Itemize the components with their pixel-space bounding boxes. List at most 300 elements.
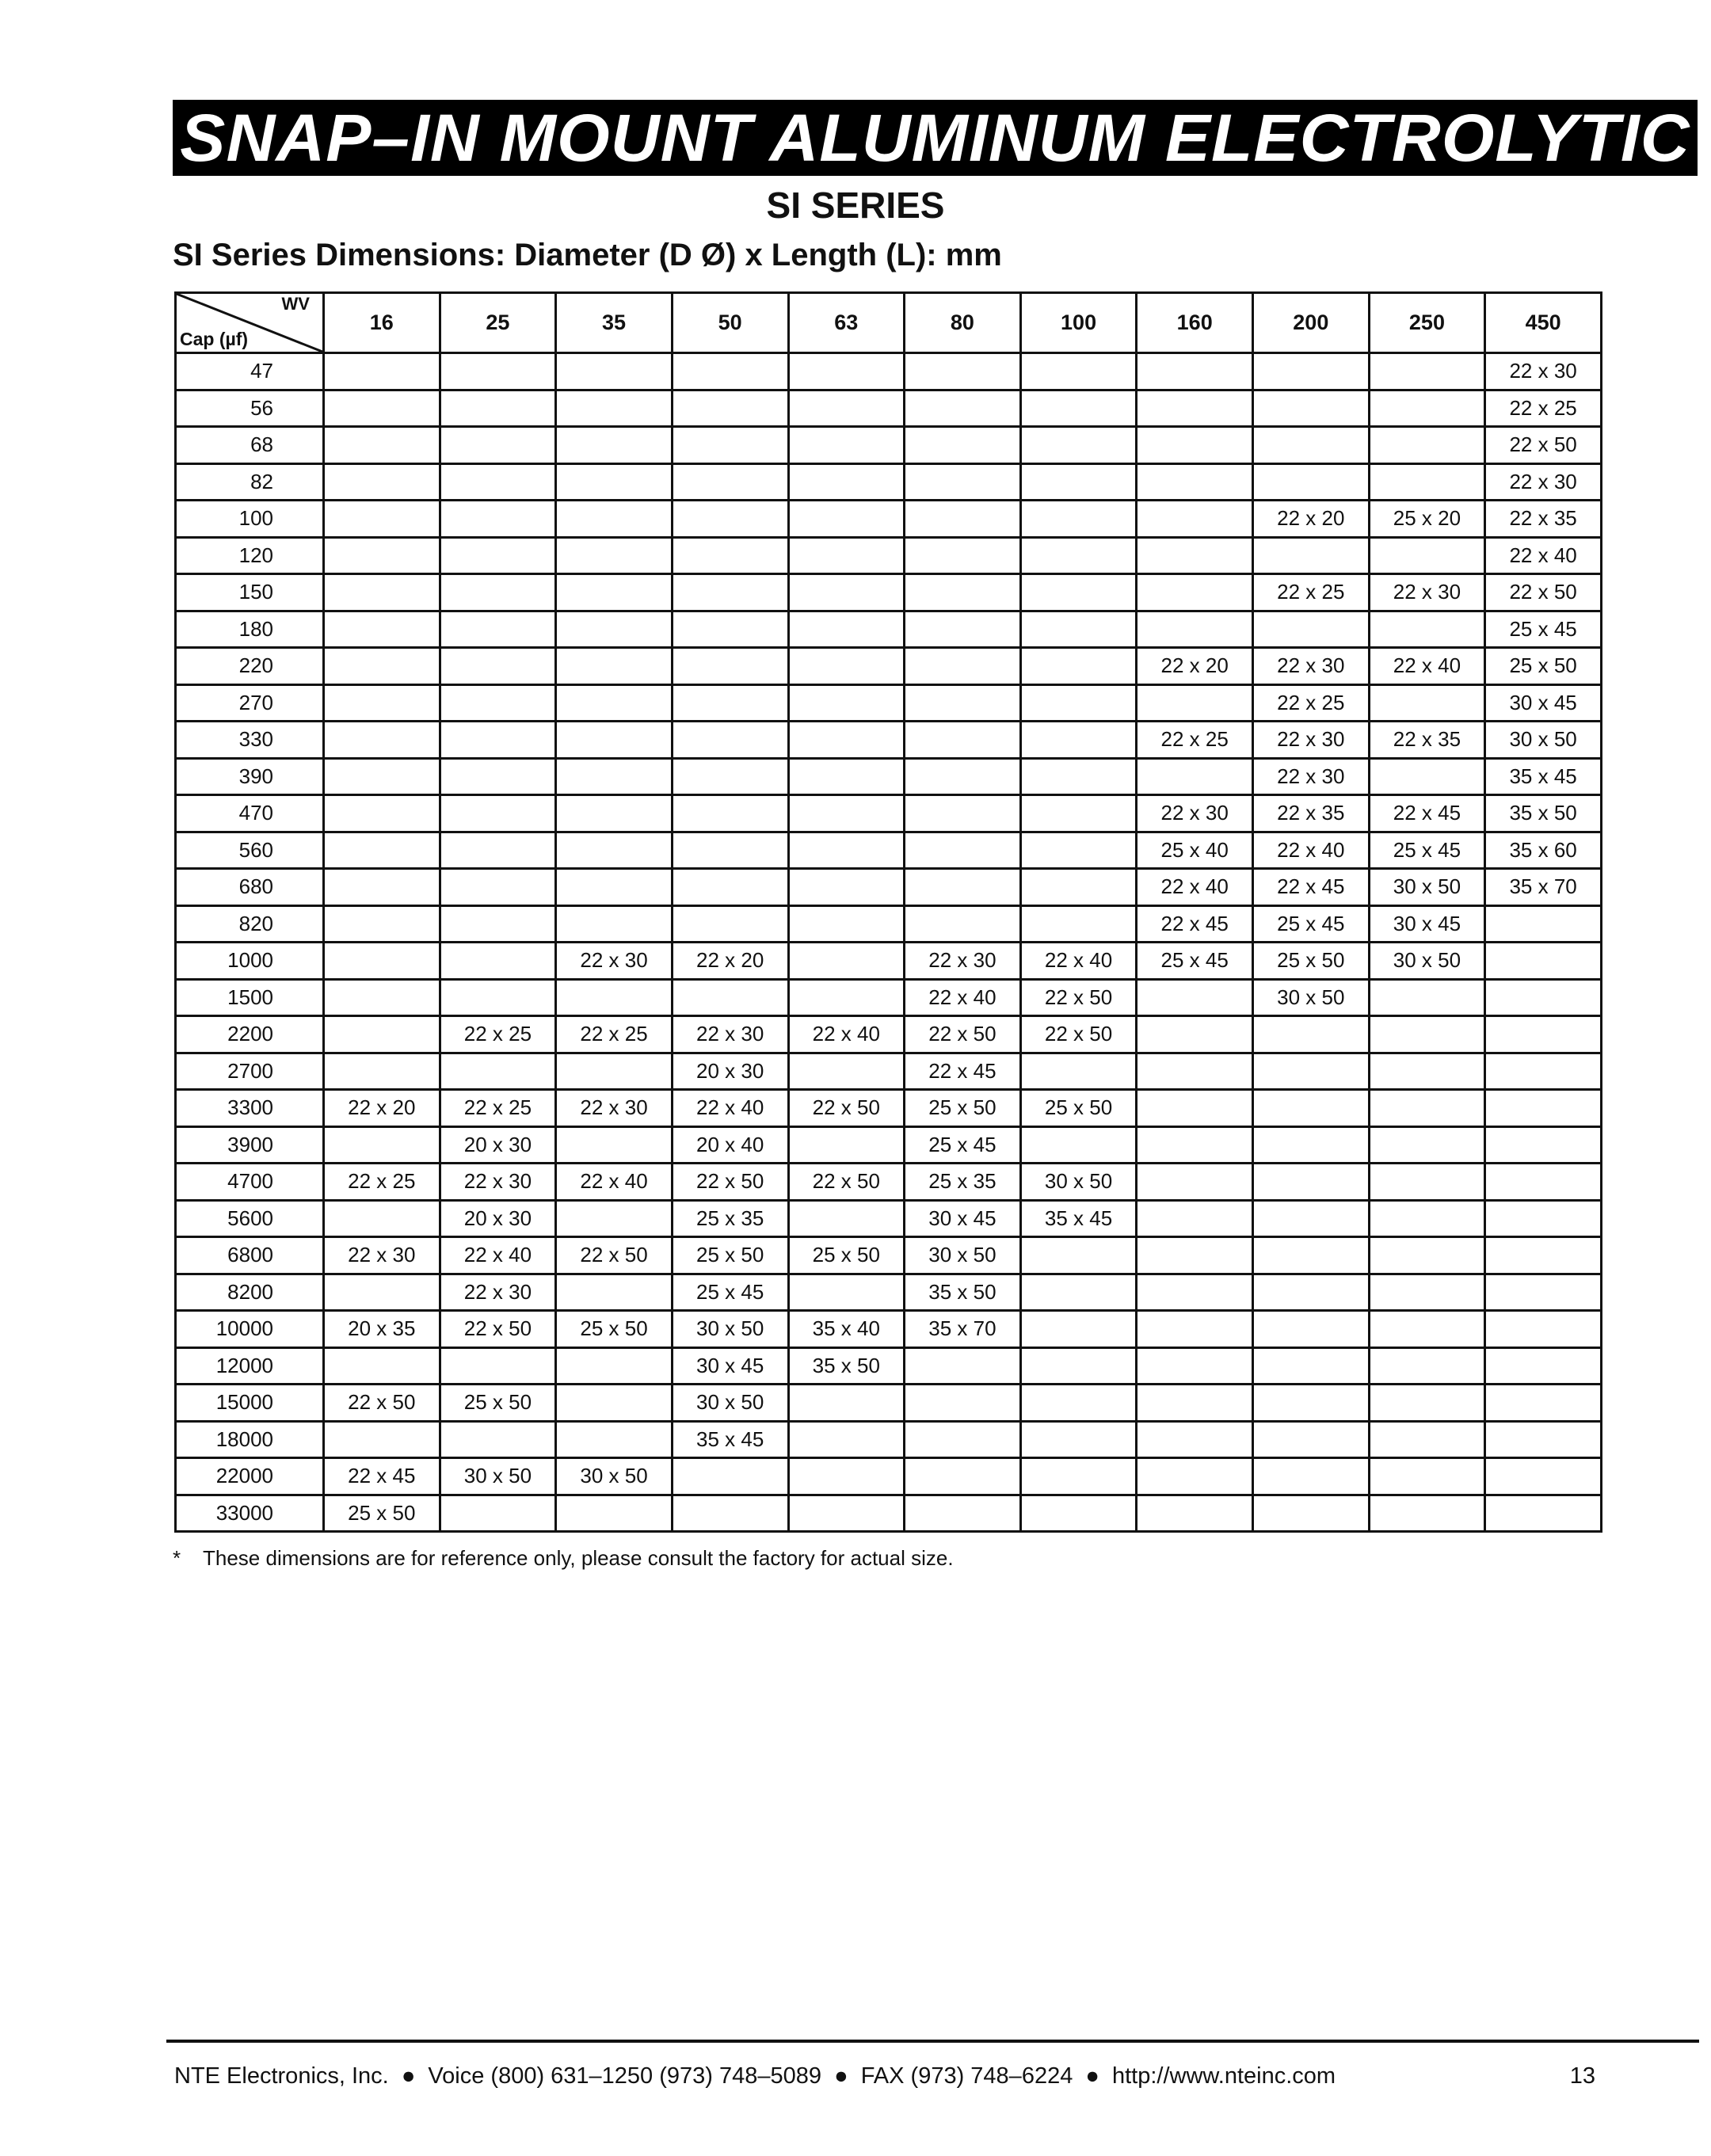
- dimension-cell: [788, 722, 905, 759]
- capacitance-cell: 82: [176, 463, 324, 501]
- dimension-cell: 22 x 30: [324, 1237, 440, 1274]
- table-row: [176, 1385, 1602, 1422]
- dimension-cell: 22 x 30: [556, 943, 673, 980]
- bullet-icon: ●: [834, 2063, 848, 2089]
- banner-title: SNAP–IN MOUNT ALUMINUM ELECTROLYTIC: [180, 100, 1690, 175]
- capacitance-cell: 4700: [176, 1164, 324, 1201]
- dimension-cell: [1020, 1347, 1137, 1385]
- capacitance-cell: 390: [176, 758, 324, 795]
- dimension-cell: [1020, 648, 1137, 685]
- dimension-cell: 22 x 45: [324, 1458, 440, 1495]
- dimension-cell: [1137, 979, 1253, 1016]
- dimension-cell: [556, 832, 673, 869]
- footer-divider: [166, 2040, 1699, 2043]
- dimension-cell: [1020, 832, 1137, 869]
- column-header-wv: 25: [440, 293, 556, 353]
- dimension-cell: [905, 795, 1021, 832]
- dimension-cell: 22 x 40: [1020, 943, 1137, 980]
- dimension-cell: 30 x 50: [1253, 979, 1370, 1016]
- dimension-cell: [440, 427, 556, 464]
- dimension-cell: [788, 427, 905, 464]
- dimension-cell: [1137, 1164, 1253, 1201]
- dimension-cell: [1253, 1495, 1370, 1532]
- capacitance-cell: 10000: [176, 1311, 324, 1348]
- dimension-cell: [1253, 1126, 1370, 1164]
- table-row: [176, 463, 1602, 501]
- dimension-cell: [556, 979, 673, 1016]
- table-row: [176, 905, 1602, 943]
- dimension-cell: [672, 722, 788, 759]
- dimension-cell: [324, 1016, 440, 1053]
- table-row: [176, 1237, 1602, 1274]
- dimension-cell: [1369, 1164, 1485, 1201]
- table-row: [176, 1164, 1602, 1201]
- dimension-cell: [672, 463, 788, 501]
- dimension-cell: [1253, 1200, 1370, 1237]
- dimension-cell: [324, 463, 440, 501]
- dimension-cell: [324, 1126, 440, 1164]
- dimension-cell: [1369, 758, 1485, 795]
- dimension-cell: [440, 537, 556, 574]
- dimension-cell: [324, 684, 440, 722]
- dimension-cell: [1020, 1458, 1137, 1495]
- dimension-cell: 22 x 50: [672, 1164, 788, 1201]
- dimension-cell: 20 x 30: [440, 1200, 556, 1237]
- dimension-cell: [905, 537, 1021, 574]
- dimension-cell: [324, 979, 440, 1016]
- dimension-cell: 35 x 70: [1485, 869, 1602, 906]
- dimension-cell: 30 x 45: [672, 1347, 788, 1385]
- dimension-cell: [1137, 1200, 1253, 1237]
- dimension-cell: 22 x 30: [1253, 648, 1370, 685]
- capacitance-cell: 8200: [176, 1274, 324, 1311]
- dimension-cell: [556, 463, 673, 501]
- dimension-cell: [788, 1053, 905, 1090]
- dimension-cell: 30 x 45: [1485, 684, 1602, 722]
- dimension-cell: [1020, 353, 1137, 390]
- dimension-cell: [1020, 1274, 1137, 1311]
- dimension-cell: [556, 501, 673, 538]
- dimension-cell: 25 x 50: [788, 1237, 905, 1274]
- dimension-cell: [1020, 427, 1137, 464]
- dimension-cell: 25 x 45: [1137, 943, 1253, 980]
- capacitance-cell: 100: [176, 501, 324, 538]
- dimension-cell: [556, 1495, 673, 1532]
- table-row: [176, 501, 1602, 538]
- dimension-cell: [1369, 979, 1485, 1016]
- dimension-cell: [440, 463, 556, 501]
- dimension-cell: [1369, 353, 1485, 390]
- dimension-cell: 22 x 40: [1137, 869, 1253, 906]
- dimension-cell: 35 x 45: [1020, 1200, 1137, 1237]
- dimension-cell: [788, 758, 905, 795]
- dimension-cell: [1137, 611, 1253, 648]
- dimension-cell: [1253, 463, 1370, 501]
- dimension-cell: [324, 1274, 440, 1311]
- dimension-cell: [324, 832, 440, 869]
- capacitance-cell: 15000: [176, 1385, 324, 1422]
- dimension-cell: [672, 905, 788, 943]
- dimension-cell: [1137, 463, 1253, 501]
- dimension-cell: 22 x 40: [788, 1016, 905, 1053]
- dimension-cell: 22 x 40: [440, 1237, 556, 1274]
- dimension-cell: [1369, 1200, 1485, 1237]
- dimension-cell: [1137, 1495, 1253, 1532]
- dimension-cell: 22 x 30: [672, 1016, 788, 1053]
- footer-contact: [174, 2063, 1600, 2089]
- dimension-cell: [788, 943, 905, 980]
- dimension-cell: [1137, 1458, 1253, 1495]
- dimension-cell: [1485, 1458, 1602, 1495]
- dimension-cell: [788, 574, 905, 611]
- dimension-cell: [788, 1126, 905, 1164]
- column-header-wv: 35: [556, 293, 673, 353]
- dimension-cell: 30 x 50: [440, 1458, 556, 1495]
- dimension-cell: 25 x 35: [905, 1164, 1021, 1201]
- capacitance-cell: 330: [176, 722, 324, 759]
- dimension-cell: 22 x 40: [1253, 832, 1370, 869]
- dimension-cell: [324, 390, 440, 427]
- footer-url-link[interactable]: http://www.nteinc.com: [1112, 2063, 1336, 2089]
- dimension-cell: [1137, 390, 1253, 427]
- dimension-cell: [440, 905, 556, 943]
- dimension-cell: [788, 501, 905, 538]
- dimension-cell: 22 x 45: [1369, 795, 1485, 832]
- dimension-cell: 25 x 45: [1253, 905, 1370, 943]
- column-header-wv: 160: [1137, 293, 1253, 353]
- column-header-wv: 100: [1020, 293, 1137, 353]
- dimension-cell: [324, 1347, 440, 1385]
- dimension-cell: 22 x 35: [1369, 722, 1485, 759]
- dimension-cell: 35 x 50: [788, 1347, 905, 1385]
- dimension-cell: [556, 869, 673, 906]
- capacitance-cell: 470: [176, 795, 324, 832]
- dimension-cell: [1485, 1311, 1602, 1348]
- dimension-cell: [1485, 1421, 1602, 1458]
- dimension-cell: 25 x 50: [905, 1090, 1021, 1127]
- dimension-cell: 22 x 25: [1485, 390, 1602, 427]
- dimension-cell: [1137, 1347, 1253, 1385]
- dimension-cell: [1485, 905, 1602, 943]
- dimension-cell: [556, 353, 673, 390]
- dimension-cell: [440, 722, 556, 759]
- dimension-cell: [905, 427, 1021, 464]
- capacitance-cell: 150: [176, 574, 324, 611]
- column-header-wv: 450: [1485, 293, 1602, 353]
- table-row: [176, 1200, 1602, 1237]
- dimension-cell: [1485, 943, 1602, 980]
- dimension-cell: [672, 501, 788, 538]
- table-row: [176, 1421, 1602, 1458]
- dimension-cell: [1020, 501, 1137, 538]
- dimension-cell: [440, 611, 556, 648]
- dimension-cell: 22 x 50: [1485, 574, 1602, 611]
- dimension-cell: [1137, 427, 1253, 464]
- dimension-cell: 35 x 45: [1485, 758, 1602, 795]
- dimension-cell: [556, 427, 673, 464]
- dimension-cell: 22 x 30: [556, 1090, 673, 1127]
- dimension-cell: [905, 1347, 1021, 1385]
- dimension-cell: [440, 353, 556, 390]
- dimension-cell: [1369, 1053, 1485, 1090]
- dimension-cell: 35 x 50: [905, 1274, 1021, 1311]
- dimension-cell: [556, 722, 673, 759]
- dimension-cell: [1253, 611, 1370, 648]
- dimension-cell: 30 x 50: [905, 1237, 1021, 1274]
- dimension-cell: [1137, 353, 1253, 390]
- corner-cap-label: Cap (µf): [180, 329, 249, 349]
- dimension-cell: [324, 1053, 440, 1090]
- dimension-cell: [1485, 1126, 1602, 1164]
- footer-voice: Voice (800) 631–1250 (973) 748–5089: [428, 2063, 822, 2089]
- dimension-cell: [324, 648, 440, 685]
- dimension-cell: 22 x 50: [788, 1164, 905, 1201]
- dimension-cell: 35 x 50: [1485, 795, 1602, 832]
- dimension-cell: [1253, 1421, 1370, 1458]
- dimension-cell: 35 x 70: [905, 1311, 1021, 1348]
- dimension-cell: [672, 979, 788, 1016]
- dimension-cell: [1137, 1311, 1253, 1348]
- capacitance-cell: 1000: [176, 943, 324, 980]
- dimension-cell: [788, 1200, 905, 1237]
- dimension-cell: 20 x 30: [672, 1053, 788, 1090]
- dimension-cell: [1253, 1237, 1370, 1274]
- dimension-cell: 30 x 50: [556, 1458, 673, 1495]
- dimension-cell: [1369, 1495, 1485, 1532]
- dimension-cell: [440, 1421, 556, 1458]
- capacitance-cell: 3900: [176, 1126, 324, 1164]
- capacitance-cell: 47: [176, 353, 324, 390]
- dimension-cell: [1253, 353, 1370, 390]
- dimension-cell: 22 x 20: [1137, 648, 1253, 685]
- dimension-cell: 22 x 30: [1253, 722, 1370, 759]
- dimension-cell: [1137, 537, 1253, 574]
- dimension-cell: [1253, 1274, 1370, 1311]
- dimension-cell: 35 x 40: [788, 1311, 905, 1348]
- dimension-cell: 25 x 50: [1485, 648, 1602, 685]
- capacitance-cell: 68: [176, 427, 324, 464]
- dimension-cell: [556, 390, 673, 427]
- dimension-cell: 30 x 50: [1369, 943, 1485, 980]
- capacitance-cell: 6800: [176, 1237, 324, 1274]
- dimension-cell: [1369, 390, 1485, 427]
- capacitance-cell: 33000: [176, 1495, 324, 1532]
- dimension-cell: [1020, 574, 1137, 611]
- dimension-cell: [556, 648, 673, 685]
- dimension-cell: 25 x 35: [672, 1200, 788, 1237]
- dimension-cell: [1485, 979, 1602, 1016]
- dimension-cell: [440, 832, 556, 869]
- dimension-cell: [905, 611, 1021, 648]
- dimension-cell: [672, 832, 788, 869]
- dimension-cell: [788, 611, 905, 648]
- dimension-cell: 22 x 45: [1253, 869, 1370, 906]
- dimension-cell: [556, 1274, 673, 1311]
- dimension-cell: [1020, 684, 1137, 722]
- dimension-cell: [440, 943, 556, 980]
- dimension-cell: [324, 501, 440, 538]
- dimension-cell: [672, 758, 788, 795]
- dimension-cell: 25 x 45: [905, 1126, 1021, 1164]
- dimension-cell: 25 x 50: [556, 1311, 673, 1348]
- dimension-cell: 22 x 30: [1137, 795, 1253, 832]
- dimension-cell: 25 x 45: [1369, 832, 1485, 869]
- dimension-cell: [905, 353, 1021, 390]
- dimension-cell: [788, 1458, 905, 1495]
- page-number: 13: [1569, 2063, 1595, 2089]
- footer-fax: FAX (973) 748–6224: [860, 2063, 1073, 2089]
- table-row: [176, 795, 1602, 832]
- dimension-cell: [440, 390, 556, 427]
- dimension-cell: [672, 390, 788, 427]
- dimension-cell: [1137, 1385, 1253, 1422]
- dimension-cell: 22 x 40: [556, 1164, 673, 1201]
- dimension-cell: 22 x 50: [556, 1237, 673, 1274]
- dimension-cell: [1137, 1274, 1253, 1311]
- dimension-cell: [324, 722, 440, 759]
- dimension-cell: [788, 353, 905, 390]
- capacitance-cell: 180: [176, 611, 324, 648]
- capacitance-cell: 18000: [176, 1421, 324, 1458]
- table-row: [176, 1495, 1602, 1532]
- dimension-cell: [324, 537, 440, 574]
- table-row: [176, 1016, 1602, 1053]
- dimension-cell: [1137, 1016, 1253, 1053]
- dimension-cell: [556, 1421, 673, 1458]
- footnote-text: These dimensions are for reference only, please consult the factory for actual size.: [203, 1546, 954, 1570]
- dimension-cell: [1485, 1090, 1602, 1127]
- table-row: [176, 832, 1602, 869]
- dimension-cell: [1253, 1090, 1370, 1127]
- dimensions-subtitle: SI Series Dimensions: Diameter (D Ø) x Length (L): mm: [173, 238, 1002, 272]
- dimension-cell: [788, 1421, 905, 1458]
- dimension-cell: [1020, 1053, 1137, 1090]
- dimension-cell: [788, 979, 905, 1016]
- dimension-cell: [905, 1495, 1021, 1532]
- dimension-cell: [440, 1495, 556, 1532]
- dimension-cell: [440, 795, 556, 832]
- capacitance-cell: 5600: [176, 1200, 324, 1237]
- capacitance-cell: 680: [176, 869, 324, 906]
- dimension-cell: [1369, 1458, 1485, 1495]
- dimension-cell: 22 x 50: [1020, 1016, 1137, 1053]
- dimension-cell: 30 x 50: [1020, 1164, 1137, 1201]
- dimension-cell: [556, 758, 673, 795]
- dimension-cell: [672, 1458, 788, 1495]
- dimension-cell: 22 x 50: [440, 1311, 556, 1348]
- table-row: [176, 390, 1602, 427]
- dimension-cell: [1020, 390, 1137, 427]
- footnote-marker: *: [173, 1546, 181, 1570]
- dimension-cell: [788, 1385, 905, 1422]
- dimension-cell: [1020, 1311, 1137, 1348]
- dimension-cell: 22 x 35: [1253, 795, 1370, 832]
- dimension-cell: [905, 390, 1021, 427]
- capacitance-cell: 56: [176, 390, 324, 427]
- dimension-cell: 22 x 25: [440, 1090, 556, 1127]
- dimension-cell: [1020, 537, 1137, 574]
- dimension-cell: 22 x 30: [1485, 353, 1602, 390]
- dimension-cell: 30 x 45: [1369, 905, 1485, 943]
- dimension-cell: [324, 1200, 440, 1237]
- corner-wv-label: WV: [281, 294, 310, 314]
- dimension-cell: 35 x 45: [672, 1421, 788, 1458]
- dimension-cell: [788, 869, 905, 906]
- dimension-cell: [905, 1421, 1021, 1458]
- dimension-cell: 25 x 20: [1369, 501, 1485, 538]
- dimension-cell: [1485, 1053, 1602, 1090]
- dimension-cell: [1137, 684, 1253, 722]
- dimension-cell: [1485, 1274, 1602, 1311]
- dimension-cell: 22 x 40: [905, 979, 1021, 1016]
- capacitance-cell: 220: [176, 648, 324, 685]
- dimension-cell: [905, 832, 1021, 869]
- dimension-cell: [1020, 1421, 1137, 1458]
- dimension-cell: [1020, 1385, 1137, 1422]
- dimension-cell: [1369, 1237, 1485, 1274]
- dimension-cell: 30 x 50: [1485, 722, 1602, 759]
- table-row: [176, 1458, 1602, 1495]
- series-title: SI SERIES: [766, 185, 945, 226]
- dimension-cell: 22 x 30: [905, 943, 1021, 980]
- dimension-cell: [440, 1053, 556, 1090]
- dimension-cell: [1020, 758, 1137, 795]
- table-row: [176, 537, 1602, 574]
- dimension-cell: [324, 758, 440, 795]
- dimension-cell: [1020, 905, 1137, 943]
- dimension-cell: 25 x 50: [440, 1385, 556, 1422]
- dimension-cell: [556, 574, 673, 611]
- capacitance-cell: 120: [176, 537, 324, 574]
- dimension-cell: [1369, 537, 1485, 574]
- dimension-cell: [672, 574, 788, 611]
- dimension-cell: [556, 1385, 673, 1422]
- dimension-cell: [1253, 1347, 1370, 1385]
- dimension-cell: [905, 684, 1021, 722]
- dimension-cell: [905, 648, 1021, 685]
- dimension-cell: [672, 611, 788, 648]
- dimension-cell: [1020, 1126, 1137, 1164]
- capacitance-cell: 1500: [176, 979, 324, 1016]
- dimension-cell: [1020, 795, 1137, 832]
- dimension-cell: 30 x 45: [905, 1200, 1021, 1237]
- dimension-cell: 22 x 50: [1485, 427, 1602, 464]
- dimension-cell: [788, 684, 905, 722]
- column-header-wv: 50: [672, 293, 788, 353]
- dimension-cell: [1369, 1126, 1485, 1164]
- dimension-cell: 22 x 30: [1253, 758, 1370, 795]
- table-row: [176, 1311, 1602, 1348]
- table-header-row: [176, 293, 1602, 353]
- title-banner: [173, 100, 1698, 176]
- dimension-cell: [1137, 1053, 1253, 1090]
- dimension-cell: [905, 722, 1021, 759]
- dimension-cell: [1369, 1090, 1485, 1127]
- dimension-cell: [440, 648, 556, 685]
- dimension-cell: 25 x 45: [1485, 611, 1602, 648]
- dimension-cell: [788, 648, 905, 685]
- dimension-cell: 22 x 45: [905, 1053, 1021, 1090]
- dimension-cell: [672, 795, 788, 832]
- dimension-cell: [1369, 1311, 1485, 1348]
- dimension-cell: 20 x 40: [672, 1126, 788, 1164]
- dimension-cell: [556, 537, 673, 574]
- dimension-cell: [672, 869, 788, 906]
- dimensions-table: [174, 291, 1602, 1533]
- dimension-cell: [788, 905, 905, 943]
- dimension-cell: 22 x 45: [1137, 905, 1253, 943]
- dimension-cell: 22 x 50: [324, 1385, 440, 1422]
